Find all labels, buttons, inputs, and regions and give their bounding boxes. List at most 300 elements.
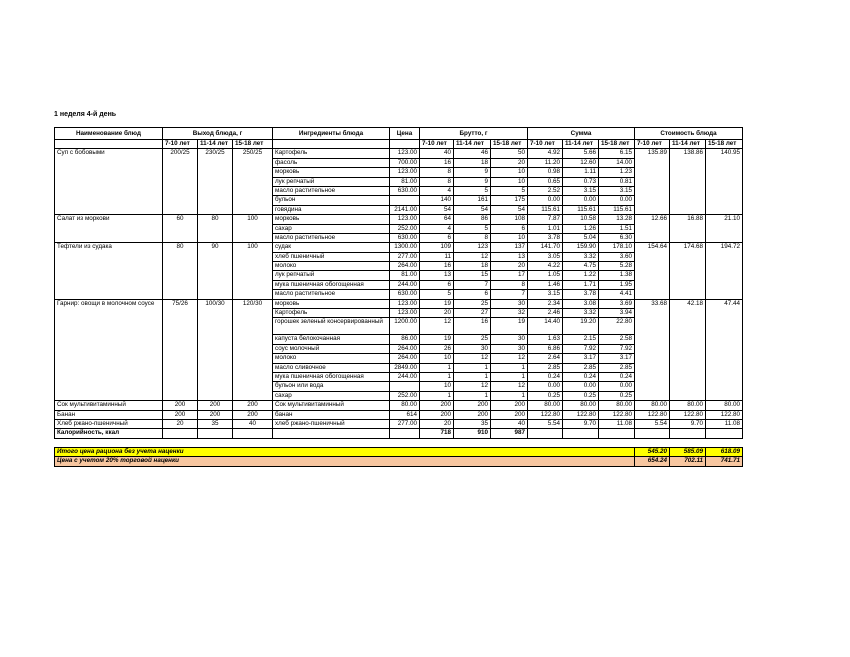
sum-value: 1.23 [599, 168, 635, 177]
brutto-value: 54 [454, 205, 491, 214]
ingredient-name: бульон [273, 196, 390, 205]
sum-value: 0.24 [599, 372, 635, 381]
brutto-value: 1 [454, 363, 491, 372]
blank-cell [670, 429, 706, 438]
ingredient-price: 1200.00 [390, 318, 420, 335]
brutto-value: 50 [491, 149, 528, 158]
ingredient-name: хлеб пшеничный [273, 252, 390, 261]
ingredient-price: 700.00 [390, 158, 420, 167]
sum-value: 1.71 [563, 280, 599, 289]
ingredient-name: масло растительное [273, 186, 390, 195]
ingredient-name: морковь [273, 215, 390, 224]
brutto-value: 200 [454, 401, 491, 410]
brutto-value: 10 [491, 177, 528, 186]
brutto-value: 200 [420, 401, 454, 410]
ingredient-name: Сок мультивитаминный [273, 401, 390, 410]
ingredient-name: мука пшеничная обогощенная [273, 372, 390, 381]
brutto-value: 17 [491, 271, 528, 280]
brutto-value: 46 [454, 149, 491, 158]
sum-value: 1.51 [599, 224, 635, 233]
brutto-value: 18 [454, 262, 491, 271]
brutto-value: 8 [420, 177, 454, 186]
sum-value: 6.86 [528, 344, 563, 353]
brutto-value: 6 [491, 224, 528, 233]
blank-cell [563, 429, 599, 438]
ingredient-name: банан [273, 410, 390, 419]
ingredient-name: молоко [273, 354, 390, 363]
age-header: 11-14 лет [454, 140, 491, 149]
ingredient-price: 80.00 [390, 401, 420, 410]
brutto-value: 12 [454, 382, 491, 391]
sum-value: 5.28 [599, 262, 635, 271]
menu-table [54, 127, 743, 467]
header-yield: Выход блюда, г [163, 128, 273, 140]
sum-value: 3.32 [563, 309, 599, 318]
sum-value: 122.80 [528, 410, 563, 419]
ingredient-price: 81.00 [390, 271, 420, 280]
sum-value: 5.66 [563, 149, 599, 158]
ingredient-name: говядина [273, 205, 390, 214]
sum-value: 0.24 [563, 372, 599, 381]
sum-value: 3.32 [563, 252, 599, 261]
total-row [55, 447, 743, 456]
dish-yield: 100 [233, 215, 273, 243]
sum-value: 0.25 [599, 391, 635, 400]
sum-value: 1.26 [563, 224, 599, 233]
brutto-value: 5 [454, 186, 491, 195]
sum-value: 1.63 [528, 335, 563, 344]
sum-value: 3.08 [563, 299, 599, 308]
dish-cost: 80.00 [706, 401, 743, 410]
brutto-value: 64 [420, 215, 454, 224]
age-header: 15-18 лет [491, 140, 528, 149]
sum-value: 1.46 [528, 280, 563, 289]
ingredient-price: 244.00 [390, 280, 420, 289]
ingredient-name: морковь [273, 299, 390, 308]
ingredient-row [55, 410, 743, 419]
ingredient-name: хлеб ржано-пшеничный [273, 419, 390, 428]
dish-cost: 174.68 [670, 243, 706, 299]
blank-cell [163, 429, 198, 438]
total-value: 654.24 [635, 457, 670, 466]
blank-cell [273, 140, 390, 149]
sum-value: 2.64 [528, 354, 563, 363]
sum-value: 4.75 [563, 262, 599, 271]
ingredient-price: 277.00 [390, 252, 420, 261]
sum-value: 122.80 [599, 410, 635, 419]
ingredient-price: 123.00 [390, 299, 420, 308]
sum-value: 159.90 [563, 243, 599, 252]
dish-name: Банан [55, 410, 163, 419]
blank-cell [528, 429, 563, 438]
sum-value: 0.00 [528, 382, 563, 391]
dish-yield: 120/30 [233, 299, 273, 401]
brutto-value: 200 [454, 410, 491, 419]
brutto-value: 18 [454, 158, 491, 167]
sum-value: 3.17 [563, 354, 599, 363]
ingredient-price: 630.00 [390, 186, 420, 195]
brutto-value: 1 [491, 363, 528, 372]
dish-yield: 200/25 [163, 149, 198, 215]
ingredient-row [55, 149, 743, 158]
sum-value: 10.58 [563, 215, 599, 224]
blank-cell [599, 429, 635, 438]
sum-value: 7.87 [528, 215, 563, 224]
dish-yield: 200 [163, 410, 198, 419]
age-header: 7-10 лет [528, 140, 563, 149]
dish-cost: 138.86 [670, 149, 706, 215]
dish-yield: 200 [198, 410, 233, 419]
sum-value: 80.00 [599, 401, 635, 410]
brutto-value: 123 [454, 243, 491, 252]
brutto-value: 1 [491, 391, 528, 400]
sum-value: 22.80 [599, 318, 635, 335]
dish-cost: 122.80 [670, 410, 706, 419]
dish-cost: 80.00 [670, 401, 706, 410]
dish-cost: 12.66 [635, 215, 670, 243]
calories-value: 987 [491, 429, 528, 438]
sum-value: 0.98 [528, 168, 563, 177]
age-header-row [55, 140, 743, 149]
blank-cell [55, 140, 163, 149]
brutto-value: 1 [454, 372, 491, 381]
brutto-value: 1 [420, 363, 454, 372]
brutto-value: 175 [491, 196, 528, 205]
brutto-value: 10 [420, 354, 454, 363]
brutto-value: 16 [454, 318, 491, 335]
sum-value: 4.22 [528, 262, 563, 271]
sum-value: 0.25 [563, 391, 599, 400]
sum-value: 3.78 [563, 290, 599, 299]
brutto-value: 19 [420, 335, 454, 344]
dish-yield: 200 [233, 410, 273, 419]
sum-value: 3.17 [599, 354, 635, 363]
ingredient-price: 630.00 [390, 233, 420, 242]
ingredient-name: Картофель [273, 149, 390, 158]
sum-value: 3.15 [528, 290, 563, 299]
ingredient-row [55, 299, 743, 308]
total-value: 618.09 [706, 447, 743, 456]
ingredient-name: масло растительное [273, 290, 390, 299]
total-value: 702.11 [670, 457, 706, 466]
brutto-value: 1 [454, 391, 491, 400]
sum-value: 0.00 [599, 382, 635, 391]
sum-value: 9.70 [563, 419, 599, 428]
dish-cost: 21.10 [706, 215, 743, 243]
ingredient-price: 123.00 [390, 168, 420, 177]
brutto-value: 5 [491, 186, 528, 195]
ingredient-price: 244.00 [390, 372, 420, 381]
age-header: 15-18 лет [233, 140, 273, 149]
header-cost: Стоимость блюда [635, 128, 743, 140]
sum-value: 0.00 [563, 382, 599, 391]
ingredient-name: лук репчатый [273, 177, 390, 186]
ingredient-name: капуста белокочанная [273, 335, 390, 344]
ingredient-price: 252.00 [390, 224, 420, 233]
sum-value: 1.01 [528, 224, 563, 233]
ingredient-name: соус молочный [273, 344, 390, 353]
sum-value: 6.30 [599, 233, 635, 242]
total-row [55, 457, 743, 466]
age-header: 11-14 лет [563, 140, 599, 149]
brutto-value: 161 [454, 196, 491, 205]
ingredient-price: 630.00 [390, 290, 420, 299]
blank-cell [198, 429, 233, 438]
dish-name: Салат из моркови [55, 215, 163, 243]
brutto-value: 12 [454, 354, 491, 363]
dish-yield: 200 [198, 401, 233, 410]
dish-yield: 35 [198, 419, 233, 428]
blank-cell [233, 429, 273, 438]
dish-yield: 200 [233, 401, 273, 410]
dish-yield: 100/30 [198, 299, 233, 401]
sum-value: 1.11 [563, 168, 599, 177]
sum-value: 0.24 [528, 372, 563, 381]
sum-value: 12.60 [563, 158, 599, 167]
brutto-value: 20 [420, 309, 454, 318]
ingredient-row [55, 215, 743, 224]
sum-value: 19.20 [563, 318, 599, 335]
brutto-value: 6 [454, 290, 491, 299]
dish-yield: 60 [163, 215, 198, 243]
ingredient-name: морковь [273, 168, 390, 177]
sum-value: 2.58 [599, 335, 635, 344]
dish-cost: 140.95 [706, 149, 743, 215]
ingredient-price: 277.00 [390, 419, 420, 428]
dish-yield: 200 [163, 401, 198, 410]
ingredient-price: 123.00 [390, 149, 420, 158]
sum-value: 3.69 [599, 299, 635, 308]
sum-value: 2.85 [528, 363, 563, 372]
dish-cost: 122.80 [635, 410, 670, 419]
brutto-value: 11 [420, 252, 454, 261]
ingredient-price: 123.00 [390, 309, 420, 318]
brutto-value: 12 [491, 382, 528, 391]
age-header: 11-14 лет [198, 140, 233, 149]
brutto-value: 108 [491, 215, 528, 224]
sum-value: 1.22 [563, 271, 599, 280]
dish-cost: 80.00 [635, 401, 670, 410]
brutto-value: 8 [454, 233, 491, 242]
age-header: 7-10 лет [420, 140, 454, 149]
sum-value: 3.15 [599, 186, 635, 195]
brutto-value: 10 [420, 382, 454, 391]
ingredient-price: 123.00 [390, 215, 420, 224]
sum-value: 14.40 [528, 318, 563, 335]
spacer-row [55, 438, 743, 447]
dish-cost: 11.08 [706, 419, 743, 428]
brutto-value: 30 [491, 299, 528, 308]
sum-value: 1.38 [599, 271, 635, 280]
ingredient-row [55, 243, 743, 252]
blank-cell [55, 438, 743, 447]
dish-name: Тефтели из судака [55, 243, 163, 299]
brutto-value: 20 [491, 262, 528, 271]
ingredient-price [390, 382, 420, 391]
ingredient-name: бульон или вода [273, 382, 390, 391]
dish-yield: 80 [163, 243, 198, 299]
dish-name: Суп с бобовыми [55, 149, 163, 215]
brutto-value: 40 [420, 149, 454, 158]
header-dish: Наименование блюд [55, 128, 163, 140]
ingredient-name: масло сливочное [273, 363, 390, 372]
ingredient-price: 252.00 [390, 391, 420, 400]
brutto-value: 200 [491, 401, 528, 410]
brutto-value: 20 [491, 158, 528, 167]
dish-cost: 9.70 [670, 419, 706, 428]
age-header: 11-14 лет [670, 140, 706, 149]
calories-value: 910 [454, 429, 491, 438]
sum-value: 80.00 [563, 401, 599, 410]
sum-value: 122.80 [563, 410, 599, 419]
brutto-value: 25 [454, 299, 491, 308]
sum-value: 3.94 [599, 309, 635, 318]
brutto-value: 32 [491, 309, 528, 318]
sum-value: 1.05 [528, 271, 563, 280]
brutto-value: 137 [491, 243, 528, 252]
brutto-value: 1 [420, 372, 454, 381]
age-header: 15-18 лет [599, 140, 635, 149]
ingredient-row [55, 419, 743, 428]
ingredient-price [390, 196, 420, 205]
total-value: 741.71 [706, 457, 743, 466]
ingredient-name: молоко [273, 262, 390, 271]
sum-value: 0.81 [599, 177, 635, 186]
brutto-value: 10 [491, 168, 528, 177]
brutto-value: 13 [491, 252, 528, 261]
sum-value: 2.85 [599, 363, 635, 372]
ingredient-price: 614 [390, 410, 420, 419]
sum-value: 11.20 [528, 158, 563, 167]
brutto-value: 5 [420, 290, 454, 299]
header-price: Цена [390, 128, 420, 140]
brutto-value: 200 [420, 410, 454, 419]
ingredient-price: 264.00 [390, 354, 420, 363]
total-value: 545.20 [635, 447, 670, 456]
sum-value: 4.92 [528, 149, 563, 158]
ingredient-price: 264.00 [390, 262, 420, 271]
brutto-value: 4 [420, 224, 454, 233]
sum-value: 5.54 [528, 419, 563, 428]
total-label: Цена с учетом 20% торговой наценки [55, 457, 635, 466]
sum-value: 141.70 [528, 243, 563, 252]
sum-value: 11.08 [599, 419, 635, 428]
brutto-value: 54 [491, 205, 528, 214]
sum-value: 3.15 [563, 186, 599, 195]
brutto-value: 16 [420, 158, 454, 167]
brutto-value: 1 [420, 391, 454, 400]
dish-yield: 80 [198, 215, 233, 243]
ingredient-name: горошек зеленый консервированный [273, 318, 390, 335]
brutto-value: 7 [491, 290, 528, 299]
sum-value: 3.78 [528, 233, 563, 242]
sum-value: 0.25 [528, 391, 563, 400]
ingredient-name: фасоль [273, 158, 390, 167]
brutto-value: 15 [454, 271, 491, 280]
sum-value: 0.00 [563, 196, 599, 205]
sum-value: 2.46 [528, 309, 563, 318]
brutto-value: 140 [420, 196, 454, 205]
sum-value: 3.05 [528, 252, 563, 261]
dish-cost: 47.44 [706, 299, 743, 401]
dish-yield: 40 [233, 419, 273, 428]
sum-value: 7.92 [599, 344, 635, 353]
blank-cell [635, 429, 670, 438]
brutto-value: 19 [491, 318, 528, 335]
calories-row [55, 429, 743, 438]
sum-value: 2.52 [528, 186, 563, 195]
dish-cost: 33.68 [635, 299, 670, 401]
dish-yield: 75/26 [163, 299, 198, 401]
brutto-value: 16 [420, 262, 454, 271]
ingredient-name: сахар [273, 391, 390, 400]
dish-yield: 100 [233, 243, 273, 299]
ingredient-price: 2141.00 [390, 205, 420, 214]
sum-value: 14.00 [599, 158, 635, 167]
ingredient-row [55, 401, 743, 410]
brutto-value: 86 [454, 215, 491, 224]
sum-value: 2.34 [528, 299, 563, 308]
sum-value: 115.61 [528, 205, 563, 214]
page-title: 1 неделя 4-й день [54, 111, 117, 118]
brutto-value: 54 [420, 205, 454, 214]
ingredient-name: лук репчатый [273, 271, 390, 280]
dish-cost: 154.64 [635, 243, 670, 299]
sum-value: 13.28 [599, 215, 635, 224]
brutto-value: 20 [420, 419, 454, 428]
brutto-value: 7 [454, 280, 491, 289]
sum-value: 7.92 [563, 344, 599, 353]
brutto-value: 200 [491, 410, 528, 419]
sum-value: 3.60 [599, 252, 635, 261]
brutto-value: 6 [420, 280, 454, 289]
calories-label: Калорийность, ккал [55, 429, 163, 438]
sum-value: 1.95 [599, 280, 635, 289]
brutto-value: 12 [491, 354, 528, 363]
ingredient-price: 86.00 [390, 335, 420, 344]
brutto-value: 27 [454, 309, 491, 318]
dish-cost: 42.18 [670, 299, 706, 401]
ingredient-price: 2849.00 [390, 363, 420, 372]
ingredient-name: судак [273, 243, 390, 252]
dish-name: Гарнир: овощи в молочном соусе [55, 299, 163, 401]
blank-cell [273, 429, 390, 438]
brutto-value: 1 [491, 372, 528, 381]
header-row [55, 128, 743, 140]
ingredient-name: мука пшеничная обогощенная [273, 280, 390, 289]
ingredient-price: 81.00 [390, 177, 420, 186]
sum-value: 0.00 [599, 196, 635, 205]
dish-name: Хлеб ржано-пшеничный [55, 419, 163, 428]
ingredient-price: 1300.00 [390, 243, 420, 252]
calories-value: 718 [420, 429, 454, 438]
dish-name: Сок мультивитаминный [55, 401, 163, 410]
age-header: 7-10 лет [635, 140, 670, 149]
brutto-value: 6 [420, 233, 454, 242]
brutto-value: 30 [491, 335, 528, 344]
age-header: 7-10 лет [163, 140, 198, 149]
ingredient-price: 264.00 [390, 344, 420, 353]
brutto-value: 40 [491, 419, 528, 428]
dish-cost: 5.54 [635, 419, 670, 428]
brutto-value: 8 [491, 280, 528, 289]
brutto-value: 12 [420, 318, 454, 335]
sum-value: 2.15 [563, 335, 599, 344]
ingredient-name: сахар [273, 224, 390, 233]
dish-cost: 135.89 [635, 149, 670, 215]
blank-cell [706, 429, 743, 438]
sum-value: 0.65 [528, 177, 563, 186]
